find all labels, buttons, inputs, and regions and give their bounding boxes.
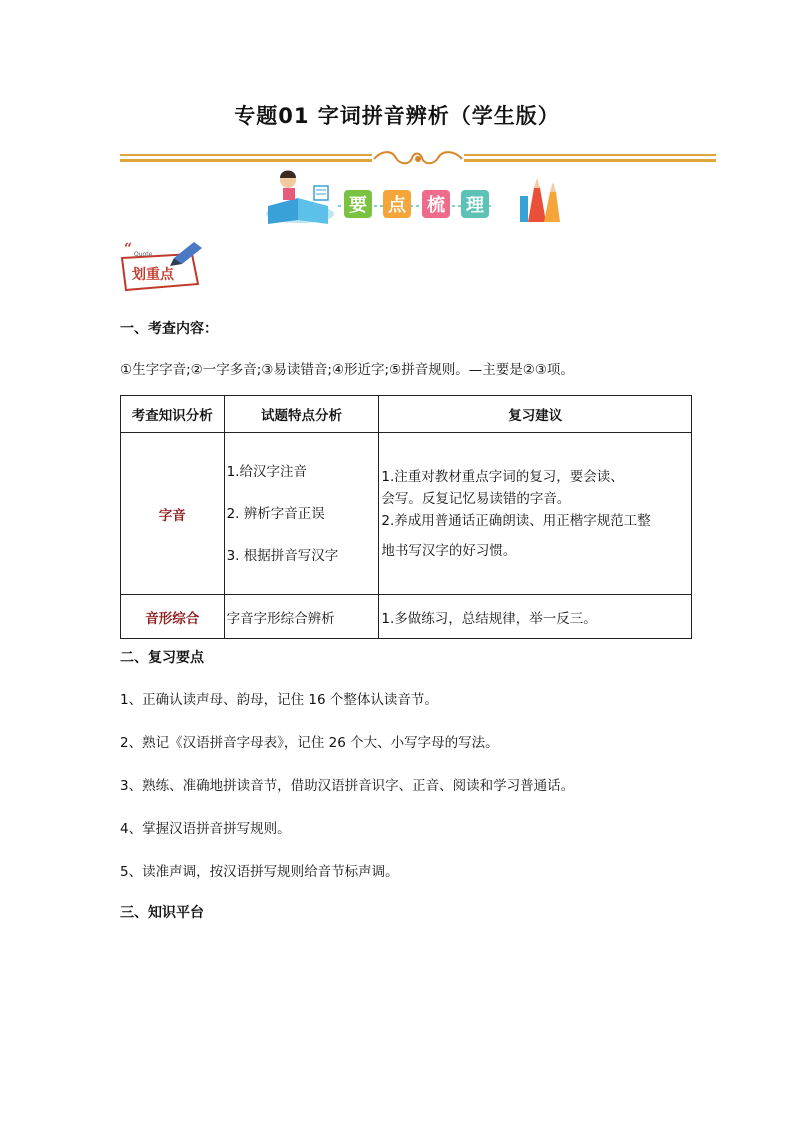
suggestion-line: 1.注重对教材重点字词的复习，要会读、 [381,468,624,485]
review-table [120,395,692,639]
feature-item: 2. 辨析字音正误 [226,505,325,522]
feature-item: 1.给汉字注音 [226,463,307,480]
feature-cell [224,433,379,595]
section-heading-content: 一、考查内容： [120,321,218,337]
banner-tiles [344,190,489,218]
reading-girl-icon [266,171,334,225]
list-item: 5、读准声调，按汉语拼写规则给音节标声调。 [120,864,399,880]
highlight-badge [118,240,204,294]
row-label: 音形综合 [121,595,225,639]
suggestion-cell [379,433,692,595]
list-item: 2、熟记《汉语拼音字母表》，记住 26 个大、小写字母的写法。 [120,735,499,751]
badge-text: 划重点 [132,267,174,283]
list-item: 1、正确认读声母、韵母，记住 16 个整体认读音节。 [120,692,438,708]
section-heading-review: 二、复习要点 [120,650,204,666]
feature-item: 3. 根据拼音写汉字 [226,547,339,564]
content-intro: ①生字字音;②一字多音;③易读错音;④形近字;⑤拼音规则。—主要是②③项。 [120,362,574,378]
pencils-icon [520,178,560,222]
section-heading-knowledge: 三、知识平台 [120,905,204,921]
svg-text:“: “ [124,241,133,257]
banner-char-4: 理 [466,195,484,216]
key-points-banner [258,166,564,228]
list-item: 4、掌握汉语拼音拼写规则。 [120,821,291,837]
table-header: 复习建议 [379,396,692,433]
table-header: 考查知识分析 [121,396,225,433]
table-header-row [121,396,692,433]
table-header: 试题特点分析 [224,396,379,433]
page-title: 专题01 字词拼音辨析（学生版） [234,104,560,128]
suggestion-line: 地书写汉字的好习惯。 [381,542,517,559]
feature-cell: 字音字形综合辨析 [224,595,379,639]
badge-quote-text: Quote [134,251,153,258]
banner-char-3: 梳 [427,195,445,216]
banner-char-2: 点 [388,195,406,216]
suggestion-line: 会写。反复记忆易读错的字音。 [381,490,571,507]
suggestion-cell: 1.多做练习，总结规律，举一反三。 [379,595,692,639]
banner-char-1: 要 [349,195,367,216]
table-row [121,595,692,639]
row-label: 字音 [121,433,225,595]
suggestion-line: 2.养成用普通话正确朗读、用正楷字规范工整 [381,512,651,529]
table-row [121,433,692,595]
list-item: 3、熟练、准确地拼读音节，借助汉语拼音识字、正音、阅读和学习普通话。 [120,778,575,794]
